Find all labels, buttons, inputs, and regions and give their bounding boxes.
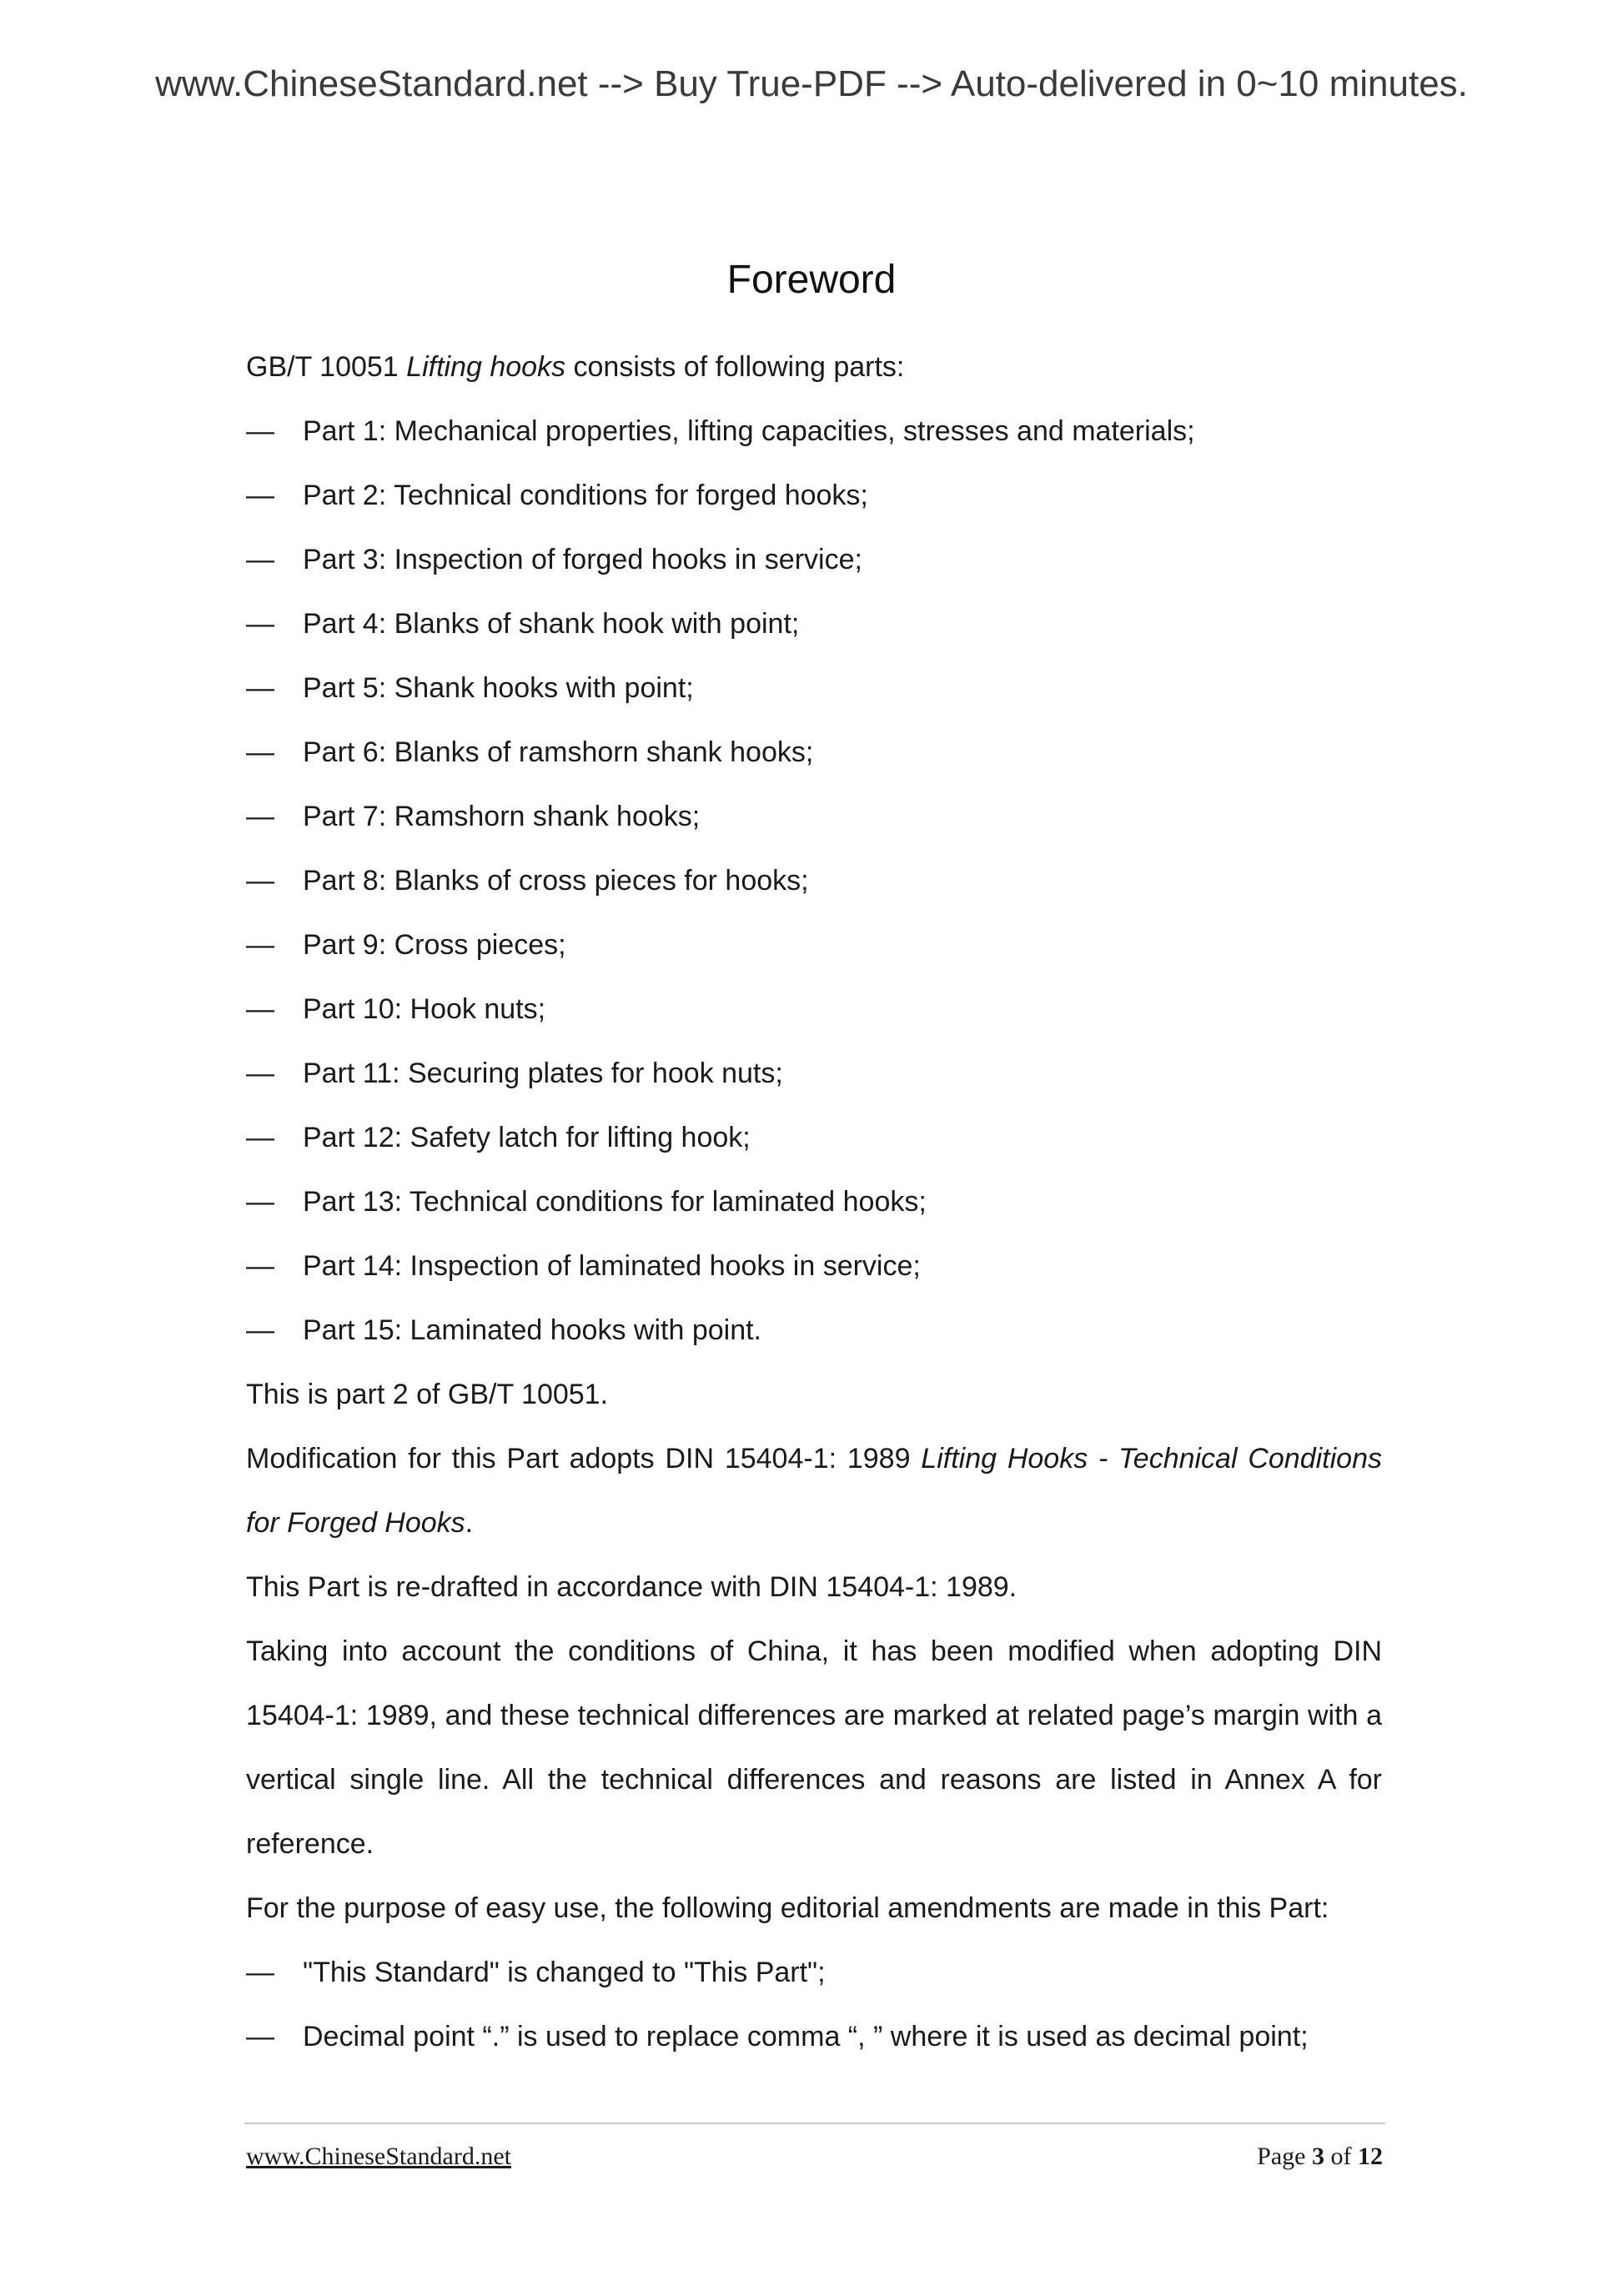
page-current: 3 [1312, 2143, 1324, 2170]
dash-marker: — [246, 929, 274, 961]
redrafted-paragraph: This Part is re-drafted in accordance with DIN 15404-1: 1989. [246, 1571, 1018, 1603]
dash-marker: — [246, 993, 274, 1025]
dash-marker: — [246, 865, 274, 897]
intro-prefix: GB/T 10051 [246, 351, 407, 383]
intro-title: Lifting hooks [406, 351, 566, 383]
intro-suffix: consists of following parts: [565, 351, 905, 383]
list-item [246, 849, 1382, 913]
dash-marker: — [246, 2021, 274, 2052]
dash-marker: — [246, 544, 274, 575]
modification-paragraph [246, 1427, 1382, 1555]
page-number [1257, 2143, 1383, 2171]
page-of: of [1324, 2143, 1358, 2170]
dash-marker: — [246, 1957, 274, 1988]
document-body [246, 335, 1382, 2069]
part-statement: This is part 2 of GB/T 10051. [246, 1379, 609, 1410]
part-text: Part 7: Ramshorn shank hooks; [303, 801, 701, 832]
page-title: Foreword [726, 258, 897, 302]
list-item [246, 1170, 1382, 1234]
modification-prefix: Modification for this Part adopts DIN 15404-1: 1989 [246, 1443, 922, 1475]
list-item [246, 1941, 1382, 2005]
dash-marker: — [246, 1058, 274, 1089]
header-banner: www.ChineseStandard.net --> Buy True-PDF --> Auto-delivered in 0~10 minutes. [155, 63, 1468, 104]
part-text: Part 12: Safety latch for lifting hook; [303, 1122, 751, 1153]
part-text: Part 10: Hook nuts; [303, 993, 546, 1025]
list-item [246, 592, 1382, 656]
dash-marker: — [246, 415, 274, 447]
part-text: Part 1: Mechanical properties, lifting capacities, stresses and materials; [303, 415, 1195, 447]
part-text: Part 4: Blanks of shank hook with point; [303, 608, 800, 640]
list-item [246, 399, 1382, 464]
part-text: Part 13: Technical conditions for laminated hooks; [303, 1186, 927, 1218]
dash-marker: — [246, 801, 274, 832]
part-text: Part 3: Inspection of forged hooks in service; [303, 544, 862, 575]
list-item [246, 656, 1382, 721]
list-item [246, 464, 1382, 528]
modification-suffix: . [465, 1507, 474, 1539]
list-item [246, 977, 1382, 1042]
conditions-paragraph: Taking into account the conditions of China, it has been modified when adopting DIN 15404-1: 1989, and these technical differences are marked at related page’s margin with a vertical single line. All the technical differences and reasons are listed in Annex A for reference. [246, 1635, 1382, 1860]
dash-marker: — [246, 1122, 274, 1153]
footer-site-link[interactable]: www.ChineseStandard.net [246, 2143, 511, 2170]
amendment-text: Decimal point “.” is used to replace comma “, ” where it is used as decimal point; [303, 2021, 1309, 2052]
dash-marker: — [246, 672, 274, 704]
list-item [246, 1106, 1382, 1170]
dash-marker: — [246, 1186, 274, 1218]
part-text: Part 14: Inspection of laminated hooks in service; [303, 1250, 921, 1282]
list-item [246, 2005, 1382, 2069]
part-text: Part 8: Blanks of cross pieces for hooks; [303, 865, 809, 897]
intro-paragraph [246, 335, 1382, 399]
dash-marker: — [246, 608, 274, 640]
part-text: Part 5: Shank hooks with point; [303, 672, 694, 704]
list-item [246, 528, 1382, 592]
list-item [246, 1299, 1382, 1363]
list-item [246, 1042, 1382, 1106]
list-item [246, 785, 1382, 849]
footer-divider [244, 2123, 1385, 2124]
dash-marker: — [246, 736, 274, 768]
list-item [246, 913, 1382, 977]
part-text: Part 2: Technical conditions for forged hooks; [303, 480, 868, 511]
amendments-intro: For the purpose of easy use, the following editorial amendments are made in this Part: [246, 1892, 1329, 1924]
part-text: Part 11: Securing plates for hook nuts; [303, 1058, 783, 1089]
amendment-text: "This Standard" is changed to "This Part"; [303, 1957, 826, 1988]
dash-marker: — [246, 480, 274, 511]
list-item [246, 721, 1382, 785]
modification-title: Lifting Hooks - Technical Conditions for Forged Hooks [246, 1443, 1382, 1539]
dash-marker: — [246, 1250, 274, 1282]
list-item [246, 1234, 1382, 1299]
part-text: Part 15: Laminated hooks with point. [303, 1314, 761, 1346]
page-total: 12 [1358, 2143, 1383, 2170]
part-text: Part 9: Cross pieces; [303, 929, 566, 961]
part-text: Part 6: Blanks of ramshorn shank hooks; [303, 736, 814, 768]
dash-marker: — [246, 1314, 274, 1346]
page-word: Page [1257, 2143, 1312, 2170]
